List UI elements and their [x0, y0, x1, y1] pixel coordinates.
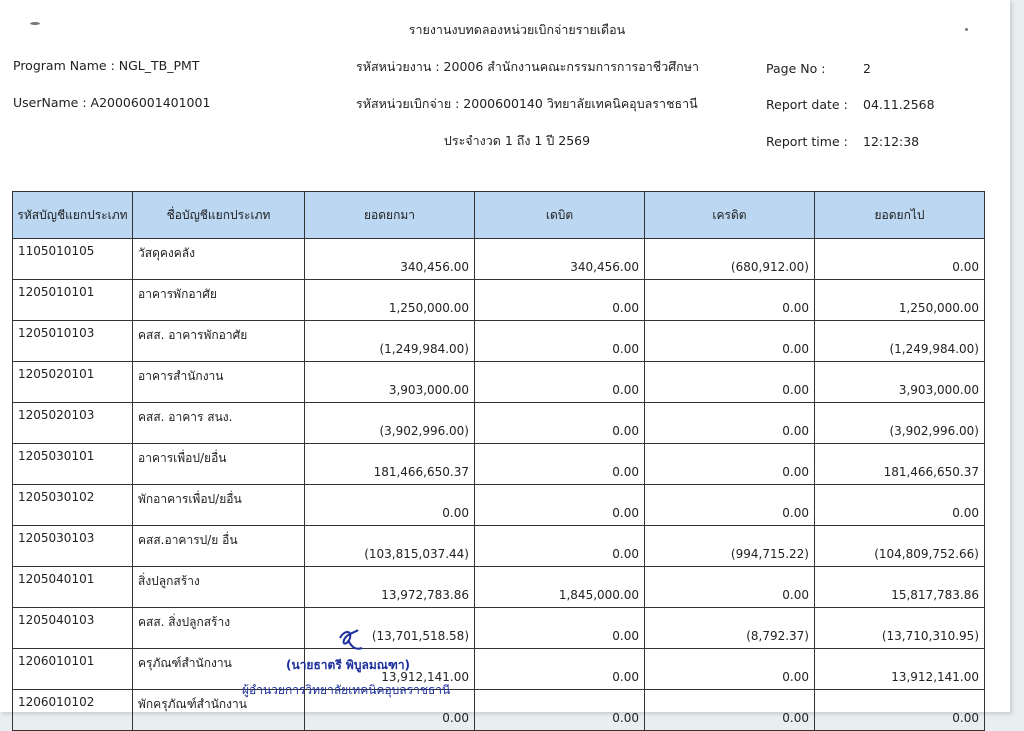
col-account-name: ชื่อบัญชีแยกประเภท	[133, 192, 305, 239]
cell-credit: 0.00	[645, 567, 815, 608]
disbursement-unit-code: รหัสหน่วยเบิกจ่าย : 2000600140 วิทยาลัยเทคนิคอุบลราชธานี	[356, 96, 698, 111]
agency-code: รหัสหน่วยงาน : 20006 สำนักงานคณะกรรมการการอาชีวศึกษา	[356, 59, 700, 74]
table-row	[13, 485, 985, 526]
table-row	[13, 690, 985, 731]
cell-debit: 0.00	[475, 649, 645, 690]
page-no-label: Page No :	[766, 61, 826, 76]
cell-account-code: 1205030102	[13, 485, 133, 526]
report-time-value: 12:12:38	[863, 134, 920, 149]
cell-brought-forward: (103,815,037.44)	[305, 526, 475, 567]
cell-debit: 0.00	[475, 608, 645, 649]
cell-debit: 340,456.00	[475, 239, 645, 280]
table-row	[13, 280, 985, 321]
cell-credit: 0.00	[645, 444, 815, 485]
report-time-label: Report time :	[766, 134, 848, 149]
signatory-position: ผู้อำนวยการวิทยาลัยเทคนิคอุบลราชธานี	[242, 683, 451, 697]
cell-account-name: คสส. อาคาร สนง.	[133, 403, 305, 444]
cell-credit: 0.00	[645, 280, 815, 321]
signature-mark	[334, 626, 370, 656]
cell-account-name: ครุภัณฑ์สำนักงาน	[133, 649, 305, 690]
col-debit: เดบิต	[475, 192, 645, 239]
cell-account-name: อาคารเพื่อป/ยอื่น	[133, 444, 305, 485]
cell-credit: 0.00	[645, 690, 815, 731]
user-name: UserName : A20006001401001	[13, 95, 211, 110]
cell-brought-forward: 181,466,650.37	[305, 444, 475, 485]
col-credit: เครดิต	[645, 192, 815, 239]
cell-account-code: 1205040103	[13, 608, 133, 649]
cell-credit: (994,715.22)	[645, 526, 815, 567]
page-no-value: 2	[863, 61, 871, 76]
cell-account-code: 1205020101	[13, 362, 133, 403]
cell-debit: 0.00	[475, 362, 645, 403]
cell-credit: 0.00	[645, 403, 815, 444]
cell-account-name: อาคารสำนักงาน	[133, 362, 305, 403]
cell-carried-forward: (13,710,310.95)	[815, 608, 985, 649]
cell-account-name: คสส.อาคารป/ย อื่น	[133, 526, 305, 567]
cell-debit: 0.00	[475, 485, 645, 526]
table-row	[13, 526, 985, 567]
cell-account-code: 1206010101	[13, 649, 133, 690]
cell-carried-forward: 0.00	[815, 485, 985, 526]
table-row	[13, 608, 985, 649]
cell-carried-forward: 1,250,000.00	[815, 280, 985, 321]
cell-brought-forward: (1,249,984.00)	[305, 321, 475, 362]
cell-debit: 0.00	[475, 444, 645, 485]
cell-account-code: 1205030103	[13, 526, 133, 567]
cell-brought-forward: 0.00	[305, 485, 475, 526]
cell-account-name: วัสดุคงคลัง	[133, 239, 305, 280]
table-row	[13, 321, 985, 362]
cell-debit: 0.00	[475, 526, 645, 567]
col-carried-forward: ยอดยกไป	[815, 192, 985, 239]
cell-carried-forward: 3,903,000.00	[815, 362, 985, 403]
cell-carried-forward: (104,809,752.66)	[815, 526, 985, 567]
cell-account-name: พักครุภัณฑ์สำนักงาน	[133, 690, 305, 731]
col-brought-forward: ยอดยกมา	[305, 192, 475, 239]
report-date-value: 04.11.2568	[863, 97, 935, 112]
cell-account-code: 1206010102	[13, 690, 133, 731]
cell-account-name: พักอาคารเพื่อป/ยอื่น	[133, 485, 305, 526]
cell-carried-forward: (1,249,984.00)	[815, 321, 985, 362]
scan-mark	[965, 28, 968, 31]
cell-debit: 0.00	[475, 280, 645, 321]
cell-carried-forward: 13,912,141.00	[815, 649, 985, 690]
table-row	[13, 567, 985, 608]
cell-brought-forward: 0.00	[305, 690, 475, 731]
cell-debit: 0.00	[475, 690, 645, 731]
cell-carried-forward: 15,817,783.86	[815, 567, 985, 608]
cell-account-code: 1105010105	[13, 239, 133, 280]
cell-credit: 0.00	[645, 362, 815, 403]
cell-account-code: 1205030101	[13, 444, 133, 485]
cell-account-name: คสส. อาคารพักอาศัย	[133, 321, 305, 362]
cell-carried-forward: 0.00	[815, 239, 985, 280]
table-row	[13, 239, 985, 280]
report-date-label: Report date :	[766, 97, 848, 112]
cell-account-code: 1205020103	[13, 403, 133, 444]
col-account-code: รหัสบัญชีแยกประเภท	[13, 192, 133, 239]
table-row	[13, 444, 985, 485]
cell-brought-forward: 13,972,783.86	[305, 567, 475, 608]
table-header-row	[13, 192, 985, 239]
table-body	[13, 239, 985, 731]
cell-brought-forward: (3,902,996.00)	[305, 403, 475, 444]
signatory-name: (นายธาตรี พิบูลมณฑา)	[286, 658, 411, 672]
cell-debit: 0.00	[475, 321, 645, 362]
cell-credit: 0.00	[645, 321, 815, 362]
table-row	[13, 649, 985, 690]
cell-carried-forward: 181,466,650.37	[815, 444, 985, 485]
program-name: Program Name : NGL_TB_PMT	[13, 58, 200, 73]
cell-carried-forward: (3,902,996.00)	[815, 403, 985, 444]
table-row	[13, 362, 985, 403]
report-title: รายงานงบทดลองหน่วยเบิกจ่ายรายเดือน	[408, 22, 626, 37]
report-period: ประจำงวด 1 ถึง 1 ปี 2569	[443, 133, 591, 148]
cell-credit: (680,912.00)	[645, 239, 815, 280]
cell-debit: 1,845,000.00	[475, 567, 645, 608]
cell-brought-forward: 3,903,000.00	[305, 362, 475, 403]
table-row	[13, 403, 985, 444]
cell-account-code: 1205010101	[13, 280, 133, 321]
cell-credit: 0.00	[645, 485, 815, 526]
cell-debit: 0.00	[475, 403, 645, 444]
scan-mark	[30, 22, 40, 25]
cell-account-name: อาคารพักอาศัย	[133, 280, 305, 321]
cell-credit: (8,792.37)	[645, 608, 815, 649]
cell-brought-forward: 1,250,000.00	[305, 280, 475, 321]
trial-balance-table	[12, 191, 985, 731]
cell-brought-forward: 340,456.00	[305, 239, 475, 280]
cell-account-code: 1205010103	[13, 321, 133, 362]
cell-carried-forward: 0.00	[815, 690, 985, 731]
cell-account-name: สิ่งปลูกสร้าง	[133, 567, 305, 608]
cell-credit: 0.00	[645, 649, 815, 690]
cell-account-name: คสส. สิ่งปลูกสร้าง	[133, 608, 305, 649]
cell-account-code: 1205040101	[13, 567, 133, 608]
cell-brought-forward: 13,912,141.00	[305, 649, 475, 690]
cell-brought-forward: (13,701,518.58)	[305, 608, 475, 649]
